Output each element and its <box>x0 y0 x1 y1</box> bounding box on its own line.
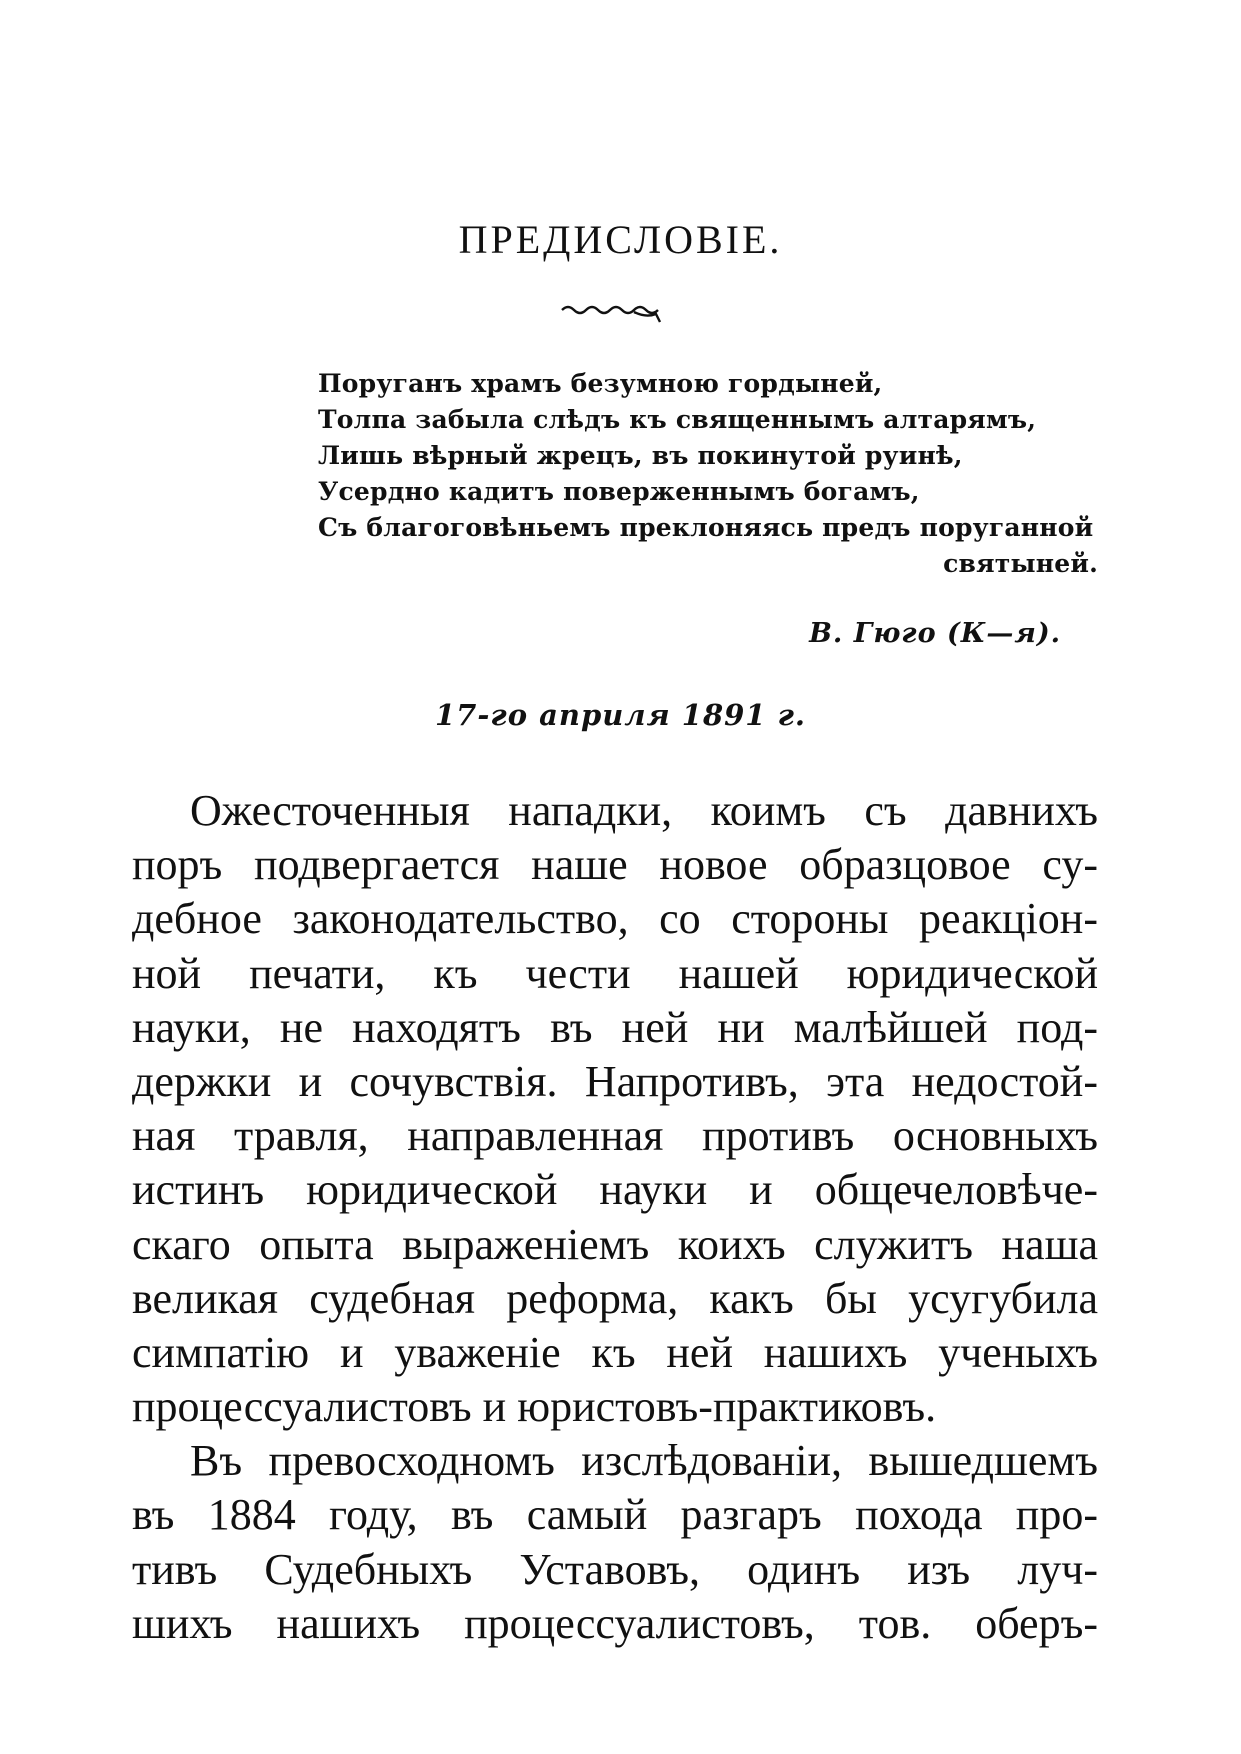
epigraph-line: Усердно кадитъ поверженнымъ богамъ, <box>318 477 920 506</box>
body-line: шихъ нашихъ процессуалистовъ, тов. оберъ- <box>132 1598 1098 1648</box>
body-line: Ожесточенныя нападки, коимъ съ давнихъ <box>190 786 1098 835</box>
body-line: процессуалистовъ и юристовъ-практиковъ. <box>132 1382 937 1432</box>
page-title: ПРЕДИСЛОВІЕ. <box>458 217 783 262</box>
body-line: поръ подвергается наше новое образцовое су- <box>132 840 1098 890</box>
body-line: Въ превосходномъ изслѣдованіи, вышедшемъ <box>190 1436 1098 1486</box>
body-line: ная травля, направленная противъ основныхъ <box>132 1111 1098 1161</box>
epigraph-line: Съ благоговѣньемъ преклоняясь предъ поруганной <box>318 513 1094 542</box>
body-line: скаго опыта выраженіемъ коихъ служитъ наша <box>132 1219 1098 1269</box>
body-line: тивъ Судебныхъ Уставовъ, одинъ изъ луч- <box>132 1544 1098 1594</box>
wavy-tail <box>634 312 660 322</box>
epigraph-line: Поруганъ храмъ безумною гордыней, <box>318 369 883 398</box>
epigraph-attribution: В. Гюго (К—я). <box>809 618 1061 649</box>
epigraph <box>318 366 1098 582</box>
body-line: великая судебная реформа, какъ бы усугубила <box>132 1273 1098 1323</box>
wavy-divider-ornament <box>560 302 666 326</box>
epigraph-line: святыней. <box>943 549 1098 578</box>
body-line: симпатію и уваженіе къ ней нашихъ ученыхъ <box>132 1327 1098 1377</box>
body-line: въ 1884 году, въ самый разгаръ похода про- <box>132 1490 1098 1540</box>
body-text <box>132 784 1098 1651</box>
body-line: науки, не находятъ въ ней ни малѣйшей под- <box>132 1002 1098 1052</box>
wavy-line <box>562 307 658 313</box>
body-line: ной печати, къ чести нашей юридической <box>132 948 1098 998</box>
body-line: держки и сочувствія. Напротивъ, эта недостой- <box>132 1056 1098 1106</box>
body-line: дебное законодательство, со стороны реакціон- <box>132 894 1098 944</box>
epigraph-line: Толпа забыла слѣдъ къ священнымъ алтарямъ, <box>318 405 1037 434</box>
epigraph-line: Лишь вѣрный жрецъ, въ покинутой руинѣ, <box>318 441 963 470</box>
preface-date: 17-го априля 1891 г. <box>434 698 806 732</box>
body-line: истинъ юридической науки и общечеловѣче- <box>132 1165 1098 1215</box>
